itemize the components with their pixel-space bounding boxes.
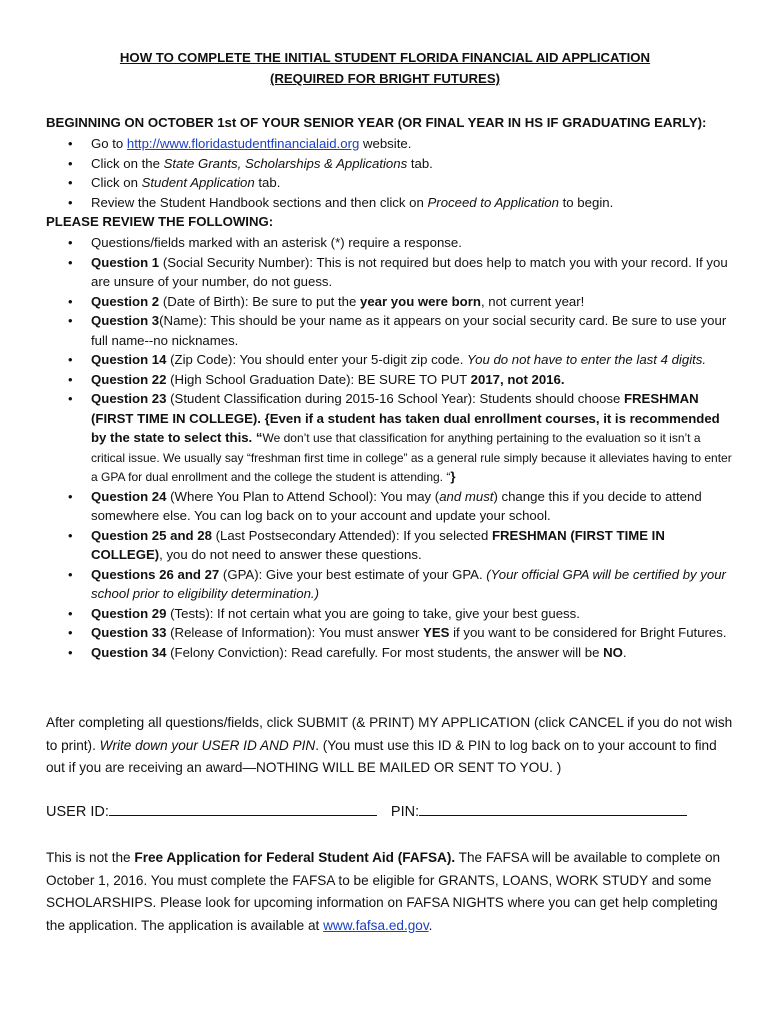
list-item: • Questions/fields marked with an asterisk (*) require a response. (46, 233, 736, 253)
list-item: • Go to http://www.floridastudentfinancialaid.org website. (46, 134, 736, 154)
steps-list (46, 134, 736, 212)
bullet-icon: • (68, 194, 73, 210)
list-item: • Question 22 (High School Graduation Date): BE SURE TO PUT 2017, not 2016. (46, 370, 736, 390)
bullet-icon: • (68, 155, 73, 171)
list-item: • Question 23 (Student Classification during 2015-16 School Year): Students should choose FRESHMAN (FIRST TIME IN COLLEGE). {Even if a student has taken dual enrollment courses, it is recommended by the state to select this. “We don’t use that classification for anything pertaining to the evaluation so it isn’t a critical issue. We usually say “freshman first time in college” as a general rule simply because it alleviates having to enter a GPA for dual enrollment and the college the student is attending. “} (68, 391, 732, 484)
bullet-icon: • (68, 488, 73, 504)
credentials-row (46, 801, 736, 824)
list-item: • Question 3(Name): This should be your name as it appears on your social security card. Be sure to use your full name--no nicknames. (68, 313, 727, 348)
after-completing-paragraph: After completing all questions/fields, click SUBMIT (& PRINT) MY APPLICATION (click CANCEL if you do not wish to print). Write down your USER ID AND PIN. (You must use this ID & PIN to log back on to your account to find out if you are receiving an award—NOTHING WILL BE MAILED OR SENT TO YOU. ) (46, 715, 733, 775)
bullet-icon: • (68, 313, 73, 328)
list-item: • Question 25 and 28 (Last Postsecondary Attended): If you selected FRESHMAN (FIRST TIME IN COLLEGE), you do not need to answer these questions. (68, 527, 665, 562)
user-id-label: USER ID: (46, 804, 109, 820)
bullet-icon: • (68, 566, 73, 582)
list-item: • Review the Student Handbook sections and then click on Proceed to Application to begin. (46, 193, 736, 213)
pin-blank[interactable] (419, 801, 687, 816)
bullet-icon: • (68, 625, 73, 640)
floridastudentfinancialaid-link[interactable]: http://www.floridastudentfinancialaid.org (126, 136, 360, 151)
list-item: • Question 24 (Where You Plan to Attend School): You may (and must) change this if you decide to attend somewhere else. You can log back on to your account and update your school. (68, 488, 702, 523)
fafsa-link[interactable]: www.fafsa.ed.gov (323, 917, 429, 933)
section-heading-review: PLEASE REVIEW THE FOLLOWING: (46, 214, 274, 229)
bullet-icon: • (68, 391, 73, 406)
bullet-icon: • (68, 293, 73, 309)
bullet-icon: • (68, 254, 73, 270)
section-heading-beginning: BEGINNING ON OCTOBER 1st OF YOUR SENIOR YEAR (OR FINAL YEAR IN HS IF GRADUATING EARLY): (46, 115, 707, 130)
bullet-icon: • (68, 644, 73, 660)
review-list (46, 233, 736, 662)
list-item: • Questions 26 and 27 (GPA): Give your best estimate of your GPA. (Your official GPA will be certified by your school prior to eligibility determination.) (68, 566, 726, 601)
bullet-icon: • (68, 136, 73, 151)
bullet-icon: • (68, 527, 73, 543)
list-item: • Question 2 (Date of Birth): Be sure to put the year you were born, not current year! (46, 292, 736, 312)
fafsa-paragraph: This is not the Free Application for Federal Student Aid (FAFSA). The FAFSA will be available to complete on October 1, 2016. You must complete the FAFSA to be eligible for GRANTS, LOANS, WORK STUDY and some SCHOLARSHIPS. Please look for upcoming information on FAFSA NIGHTS where you can get help completing the application. The application is available at www.fafsa.ed.gov. (46, 850, 721, 933)
list-item: • Question 29 (Tests): If not certain what you are going to take, give your best guess. (46, 604, 736, 624)
bullet-icon: • (68, 352, 73, 367)
list-item: • Question 1 (Social Security Number): This is not required but does help to match you with your record. If you are unsure of your number, do not guess. (68, 254, 728, 289)
list-item: • Question 14 (Zip Code): You should enter your 5-digit zip code. You do not have to enter the last 4 digits. (46, 350, 736, 370)
bullet-icon: • (68, 235, 73, 250)
user-id-blank[interactable] (109, 801, 377, 816)
list-item: • Click on Student Application tab. (46, 173, 736, 193)
document-title: HOW TO COMPLETE THE INITIAL STUDENT FLORIDA FINANCIAL AID APPLICATION (119, 50, 651, 65)
list-item: • Question 33 (Release of Information): You must answer YES if you want to be considered for Bright Futures. (46, 623, 736, 643)
list-item: • Question 34 (Felony Conviction): Read carefully. For most students, the answer will be NO. (46, 643, 736, 663)
list-item: • Click on the State Grants, Scholarships & Applications tab. (46, 154, 736, 174)
pin-label: PIN: (390, 804, 420, 820)
bullet-icon: • (68, 605, 73, 621)
document-subtitle: (REQUIRED FOR BRIGHT FUTURES) (269, 71, 501, 86)
bullet-icon: • (68, 175, 73, 190)
bullet-icon: • (68, 371, 73, 387)
